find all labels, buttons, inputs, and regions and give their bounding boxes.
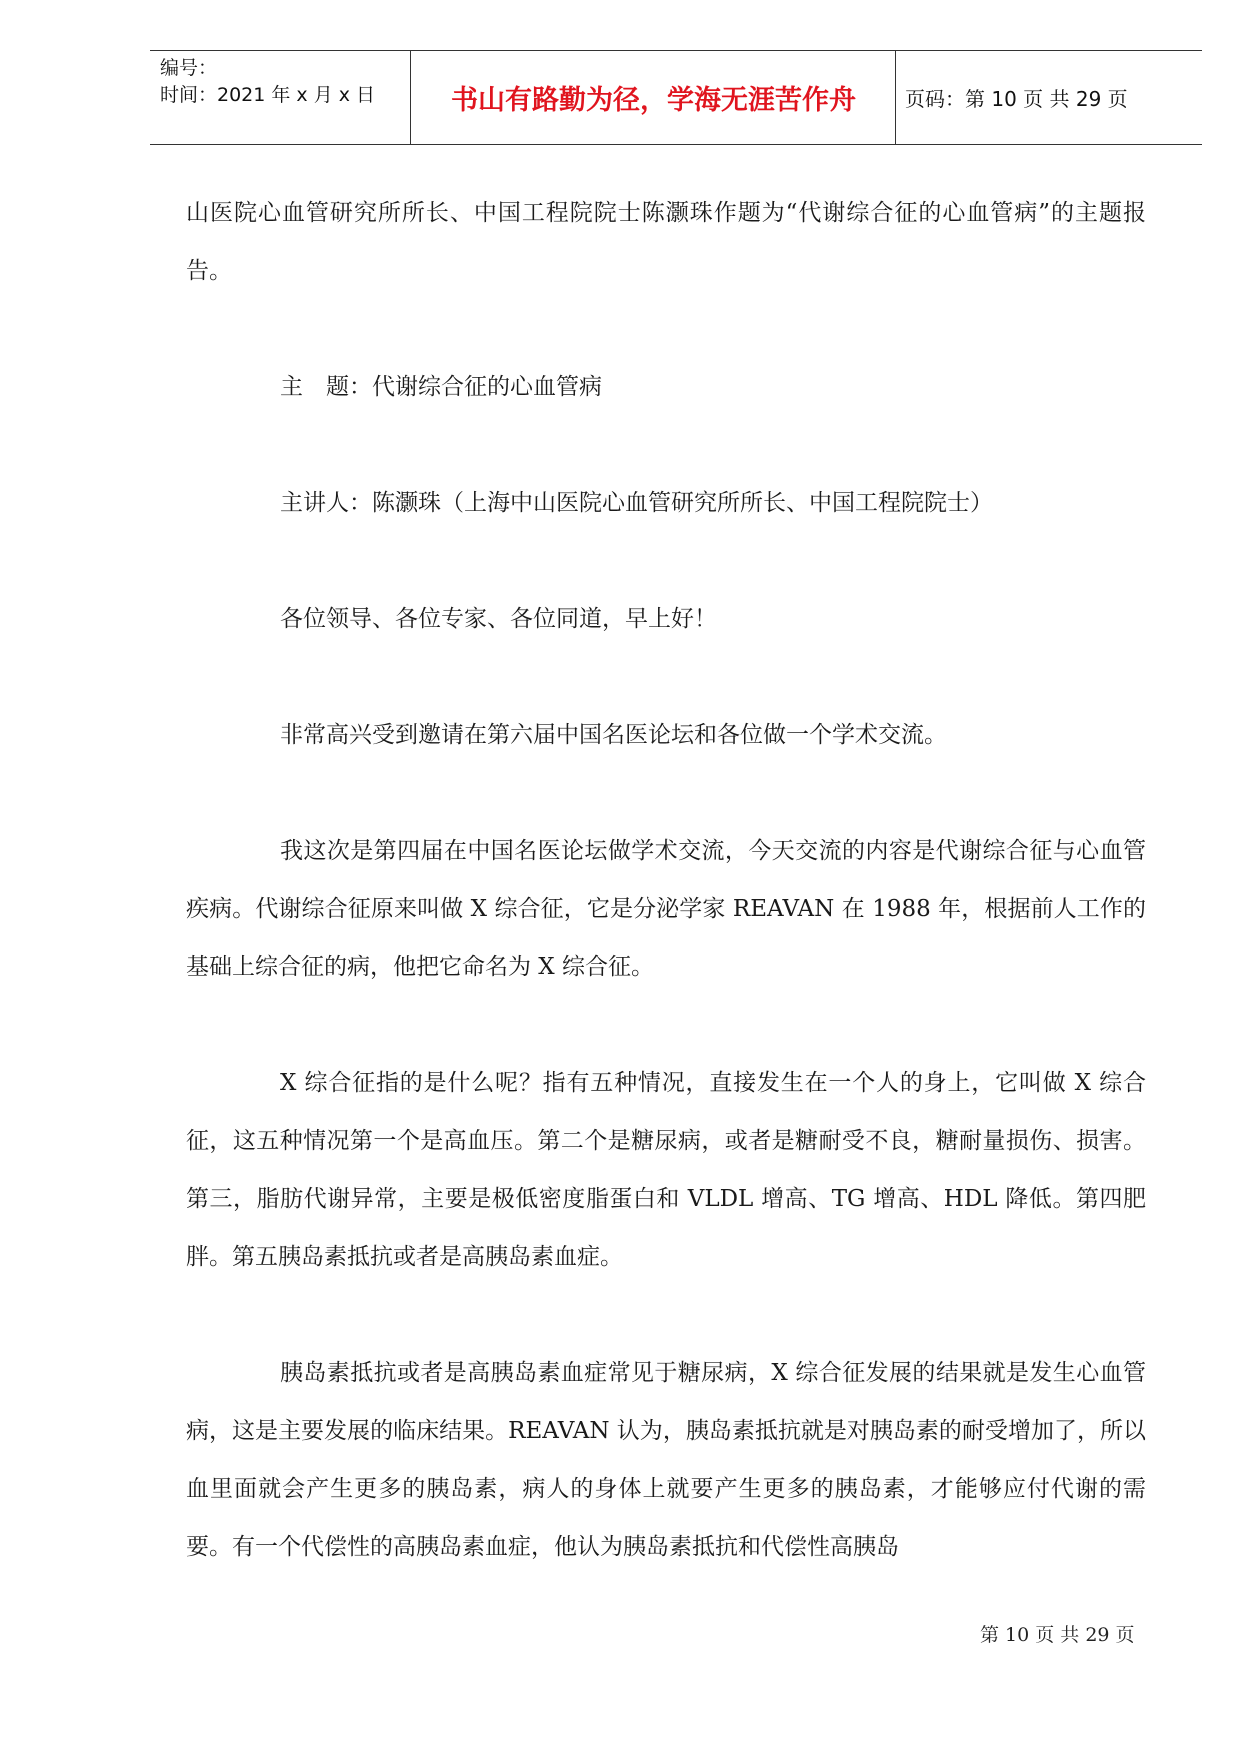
header-divider: [410, 51, 411, 144]
header-motto: 书山有路勤为径，学海无涯苦作舟: [451, 85, 856, 116]
document-body: [186, 184, 1146, 1576]
header-page-number: 页码：第 10 页 共 29 页: [905, 87, 1128, 111]
header-divider: [895, 51, 896, 144]
speaker-line: 主讲人：陈灏珠（上海中山医院心血管研究所所长、中国工程院院士）: [280, 490, 993, 516]
header-meta: [160, 55, 410, 109]
document-time-label: 时间：2021 年 x 月 x 日: [160, 84, 376, 106]
document-number-label: 编号：: [160, 57, 218, 79]
topic-line: 主 题：代谢综合征的心血管病: [280, 374, 602, 400]
body-paragraph: X 综合征指的是什么呢？指有五种情况，直接发生在一个人的身上，它叫做 X 综合征，这五种情况第一个是高血压。第二个是糖尿病，或者是糖耐受不良，糖耐量损伤、损害。第三，脂肪代谢异常，主要是极低密度脂蛋白和 VLDL 增高、TG 增高、HDL 降低。第四肥胖。第五胰岛素抵抗或者是高胰岛素血症。: [186, 1070, 1146, 1270]
body-paragraph: 我这次是第四届在中国名医论坛做学术交流，今天交流的内容是代谢综合征与心血管疾病。代谢综合征原来叫做 X 综合征，它是分泌学家 REAVAN 在 1988 年，根据前人工作的基础上综合征的病，他把它命名为 X 综合征。: [186, 838, 1146, 980]
body-paragraph: 胰岛素抵抗或者是高胰岛素血症常见于糖尿病，X 综合征发展的结果就是发生心血管病，这是主要发展的临床结果。REAVAN 认为，胰岛素抵抗就是对胰岛素的耐受增加了，所以血里面就会产生更多的胰岛素，病人的身体上就要产生更多的胰岛素，才能够应付代谢的需要。有一个代偿性的高胰岛素血症，他认为胰岛素抵抗和代偿性高胰岛: [186, 1360, 1146, 1560]
body-paragraph: 山医院心血管研究所所长、中国工程院院士陈灏珠作题为“代谢综合征的心血管病”的主题报告。: [186, 200, 1146, 284]
greeting-line: 各位领导、各位专家、各位同道，早上好！: [280, 606, 717, 632]
page-header: [150, 50, 1202, 145]
body-paragraph: 非常高兴受到邀请在第六届中国名医论坛和各位做一个学术交流。: [280, 722, 947, 748]
page-footer: 第 10 页 共 29 页: [980, 1624, 1135, 1646]
